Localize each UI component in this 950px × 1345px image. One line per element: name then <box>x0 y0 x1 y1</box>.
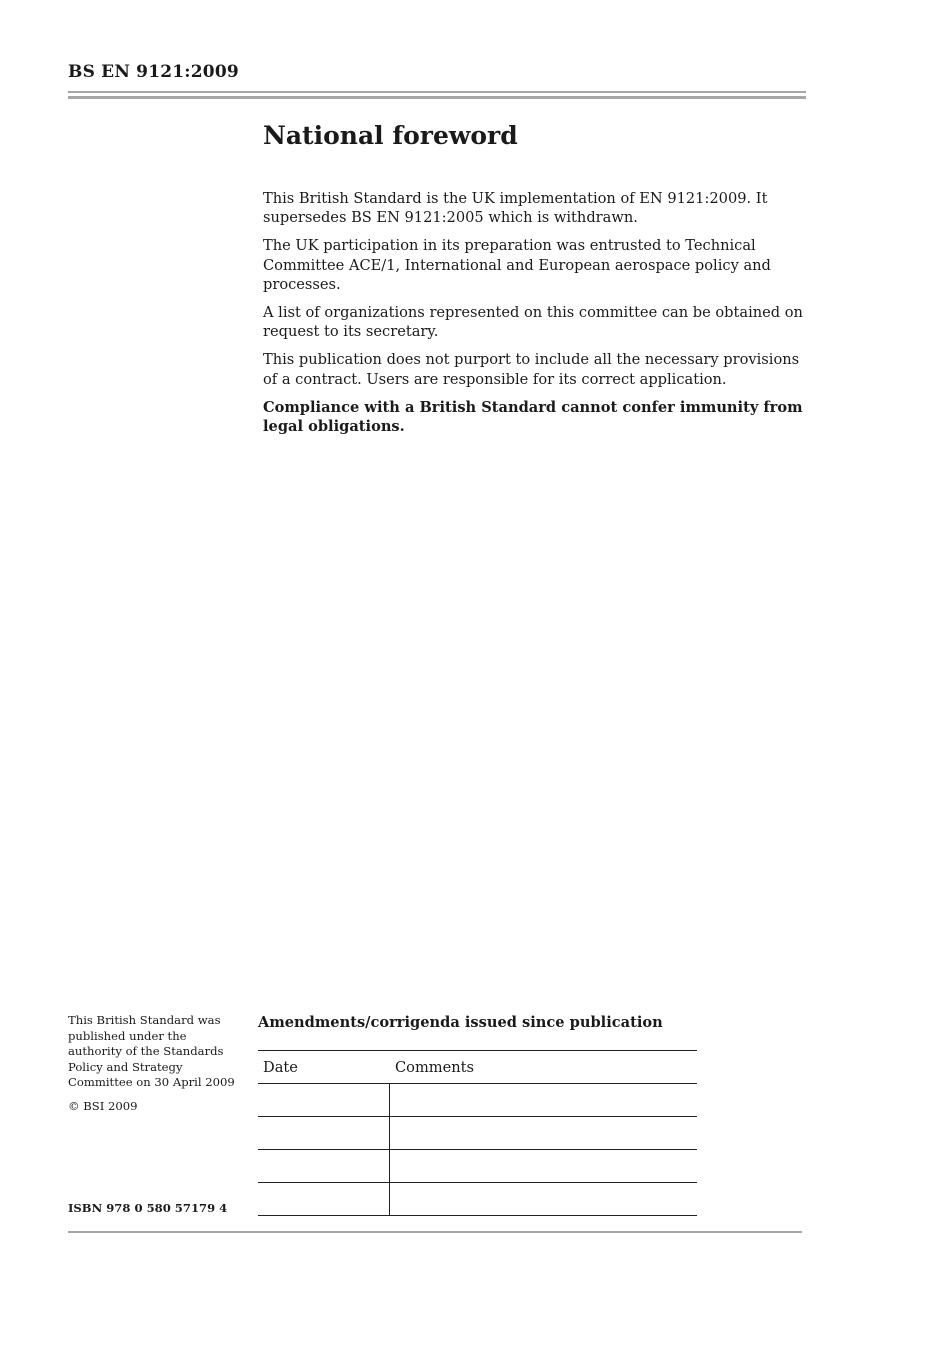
foreword-paragraph-2: The UK participation in its preparation was entrusted to Technical Committee ACE/1, International and European aerospace policy and processes. <box>263 237 771 294</box>
footer-rule <box>68 1231 802 1233</box>
publication-note-text: This British Standard was published under the authority of the Standards Policy and Strategy Committee on 30 April 2009 <box>68 1013 235 1089</box>
header-rule <box>68 91 806 100</box>
column-header-date: Date <box>258 1051 389 1084</box>
comments-cell <box>389 1183 697 1216</box>
table-row <box>258 1150 697 1183</box>
compliance-note: Compliance with a British Standard cannot confer immunity from legal obligations. <box>263 398 803 436</box>
publication-note <box>68 1013 238 1122</box>
foreword-body <box>263 189 803 445</box>
comments-cell <box>389 1117 697 1150</box>
isbn-number: ISBN 978 0 580 57179 4 <box>68 1201 228 1215</box>
table-row <box>258 1183 697 1216</box>
foreword-paragraph-3: A list of organizations represented on this committee can be obtained on request to its secretary. <box>263 304 803 341</box>
amendments-title: Amendments/corrigenda issued since publication <box>258 1014 663 1031</box>
foreword-paragraph-1: This British Standard is the UK implementation of EN 9121:2009. It supersedes BS EN 9121:2005 which is withdrawn. <box>263 190 768 227</box>
table-row <box>258 1084 697 1117</box>
standard-code: BS EN 9121:2009 <box>68 62 239 82</box>
header-rule-thick <box>68 96 806 99</box>
comments-cell <box>389 1150 697 1183</box>
foreword-paragraph-4: This publication does not purport to include all the necessary provisions of a contract. Users are responsible for its correct application. <box>263 351 800 388</box>
header-rule-thin <box>68 91 806 93</box>
date-cell <box>258 1117 389 1150</box>
amendments-table <box>258 1050 697 1216</box>
page-title: National foreword <box>263 121 518 150</box>
comments-cell <box>389 1084 697 1117</box>
date-cell <box>258 1150 389 1183</box>
date-cell <box>258 1084 389 1117</box>
column-header-comments: Comments <box>389 1051 697 1084</box>
date-cell <box>258 1183 389 1216</box>
table-row <box>258 1117 697 1150</box>
amendments-header-row <box>258 1051 697 1084</box>
copyright-notice: © BSI 2009 <box>68 1098 138 1113</box>
